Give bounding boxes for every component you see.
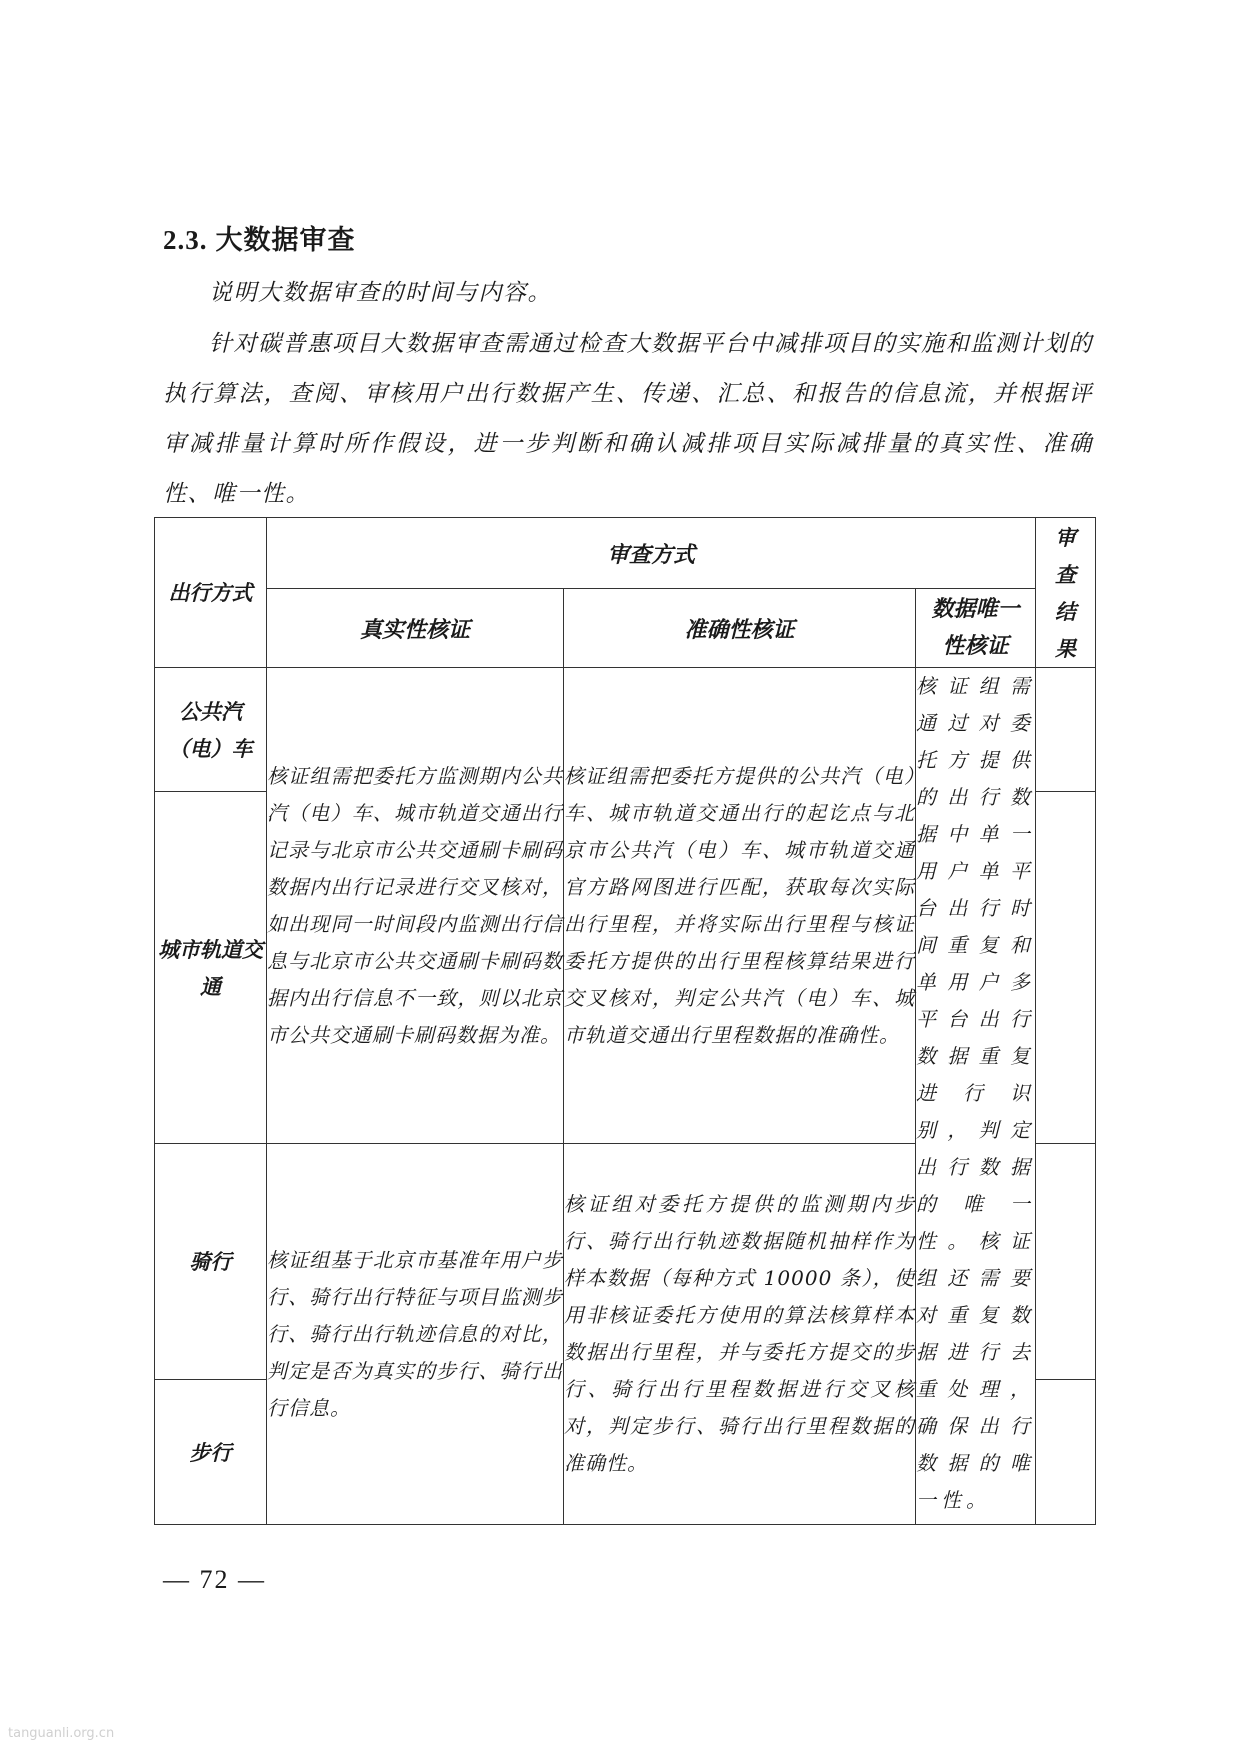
header-uniqueness: 数据唯一性核证 xyxy=(916,589,1036,668)
audit-table xyxy=(154,517,1096,1525)
cell-result-rail xyxy=(1036,792,1096,1144)
row-label-cycling: 骑行 xyxy=(155,1144,267,1380)
header-mode: 出行方式 xyxy=(155,518,267,668)
section-number: 2.3. xyxy=(163,225,208,255)
header-result-char: 审 xyxy=(1055,524,1076,550)
header-method: 审查方式 xyxy=(267,518,1036,589)
cell-active-authenticity: 核证组基于北京市基准年用户步行、骑行出行特征与项目监测步行、骑行出行轨迹信息的对比，判定是否为真实的步行、骑行出行信息。 xyxy=(267,1144,564,1525)
table-header-row xyxy=(155,518,1096,589)
cell-result-bus xyxy=(1036,668,1096,792)
row-label-bus: 公共汽（电）车 xyxy=(155,668,267,792)
header-result-char: 结 xyxy=(1055,598,1076,624)
description-paragraph: 针对碳普惠项目大数据审查需通过检查大数据平台中减排项目的实施和监测计划的执行算法，查阅、审核用户出行数据产生、传递、汇总、和报告的信息流，并根据评审减排量计算时所作假设，进一步判断和确认减排项目实际减排量的真实性、准确性、唯一性。 xyxy=(163,331,1093,507)
cell-result-walking xyxy=(1036,1380,1096,1525)
cell-transit-accuracy: 核证组需把委托方提供的公共汽（电）车、城市轨道交通出行的起讫点与北京市公共汽（电）车、城市轨道交通官方路网图进行匹配，获取每次实际出行里程，并将实际出行里程与核证委托方提供的出行里程核算结果进行交叉核对，判定公共汽（电）车、城市轨道交通出行里程数据的准确性。 xyxy=(564,668,916,1144)
cell-transit-authenticity: 核证组需把委托方监测期内公共汽（电）车、城市轨道交通出行记录与北京市公共交通刷卡刷码数据内出行记录进行交叉核对，如出现同一时间段内监测出行信息与北京市公共交通刷卡刷码数据内出行信息不一致，则以北京市公共交通刷卡刷码数据为准。 xyxy=(267,668,564,1144)
row-label-rail: 城市轨道交通 xyxy=(155,792,267,1144)
header-result-char: 查 xyxy=(1055,561,1076,587)
table-row xyxy=(155,668,1096,792)
header-authenticity: 真实性核证 xyxy=(267,589,564,668)
cell-active-accuracy: 核证组对委托方提供的监测期内步行、骑行出行轨迹数据随机抽样作为样本数据（每种方式 10000 条），使用非核证委托方使用的算法核算样本数据出行里程，并与委托方提交的步行、骑行出行里程数据进行交叉核对，判定步行、骑行出行里程数据的准确性。 xyxy=(564,1144,916,1525)
cell-uniqueness: 核证组需通过对委托方提供的出行数据中单一用户单平台出行时间重复和单用户多平台出行数据重复进行识别，判定出行数据的唯一性。核证组还需要对重复数据进行去重处理，确保出行数据的唯一性。 xyxy=(916,668,1036,1525)
intro-paragraph: 说明大数据审查的时间与内容。 xyxy=(209,280,552,306)
page-number: — 72 — xyxy=(163,1565,266,1594)
table-subheader-row xyxy=(155,589,1096,668)
row-label-walking: 步行 xyxy=(155,1380,267,1525)
header-result xyxy=(1036,518,1096,668)
header-accuracy: 准确性核证 xyxy=(564,589,916,668)
cell-result-cycling xyxy=(1036,1144,1096,1380)
header-result-char: 果 xyxy=(1055,635,1076,661)
watermark: tanguanli.org.cn xyxy=(8,1726,115,1741)
section-title: 大数据审查 xyxy=(215,225,356,256)
section-heading xyxy=(163,218,356,257)
